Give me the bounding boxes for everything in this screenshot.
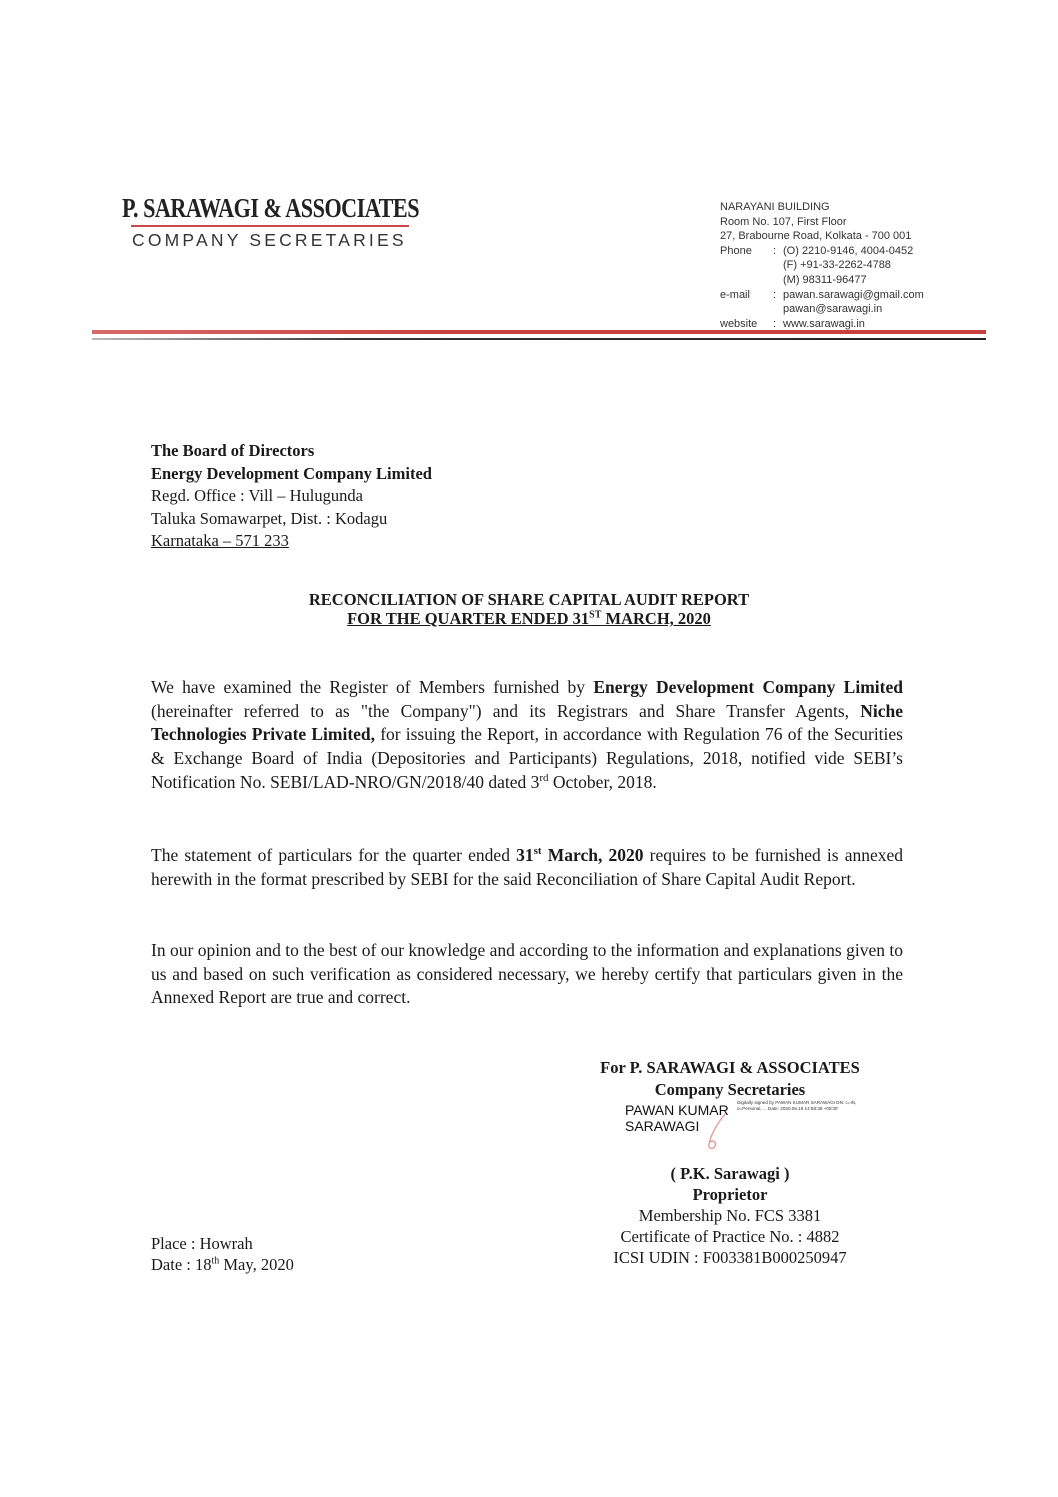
website-url: www.sarawagi.in (783, 317, 865, 330)
body-paragraph-1: We have examined the Register of Members furnished by Energy Development Company Limited (hereinafter referred to as "the Company") and its Registrars and Share Transfer Agents, Niche Technologies Private Limited, for issuing the Report, in accordance with Regulation 76 of the Securities & Exchange Board of India (Depositories and Participants) Regulations, 2018, notified vide SEBI’s Notification No. SEBI/LAD-NRO/GN/2018/40 dated 3rd October, 2018. (151, 677, 903, 792)
report-title-line-2: FOR THE QUARTER ENDED 31ST MARCH, 2020 (347, 609, 711, 628)
certificate-of-practice: Certificate of Practice No. : 4882 (620, 1227, 840, 1246)
place: Place : Howrah (151, 1234, 253, 1253)
membership-number: Membership No. FCS 3381 (638, 1206, 822, 1225)
addressee-office: Regd. Office : Vill – Hulugunda (151, 486, 363, 505)
signature-for-firm: For P. SARAWAGI & ASSOCIATES (600, 1058, 860, 1077)
phone-separator: : (773, 244, 777, 257)
place-date-block (151, 1233, 294, 1275)
letterhead-divider-red (92, 330, 986, 334)
signatory-details (560, 1163, 900, 1268)
firm-name: P. SARAWAGI & ASSOCIATES (122, 193, 420, 223)
phone-label: Phone (720, 244, 752, 257)
website-label: website (720, 317, 758, 330)
signature-scribble-icon (703, 1112, 733, 1152)
report-title (0, 590, 1058, 628)
digital-signature-stamp: Digitally signed by PAWAN KUMAR SARAWAGI DN: c=IN, o=Personal, ... Date: 2020.05.18 14:58:38 +05'30' (737, 1100, 857, 1111)
date: Date : 18th May, 2020 (151, 1255, 294, 1274)
phone-fax: (F) +91-33-2262-4788 (783, 259, 891, 272)
firm-name-underline (131, 225, 409, 227)
email-secondary: pawan@sarawagi.in (783, 303, 883, 316)
digital-signature[interactable] (625, 1102, 855, 1152)
website-separator: : (773, 317, 777, 330)
email-label: e-mail (720, 288, 750, 301)
body-paragraph-2: The statement of particulars for the quarter ended 31st March, 2020 requires to be furnished is annexed herewith in the format prescribed by SEBI for the said Reconciliation of Share Capital Audit Report. (151, 845, 904, 889)
firm-subtitle: COMPANY SECRETARIES (132, 230, 407, 250)
signatory-name: ( P.K. Sarawagi ) (670, 1164, 790, 1183)
phone-mobile: (M) 98311-96477 (783, 273, 867, 286)
address-room: Room No. 107, First Floor (720, 215, 847, 228)
signature-firm-block (560, 1057, 900, 1101)
address-street: 27, Brabourne Road, Kolkata - 700 001 (720, 230, 912, 243)
email-primary: pawan.sarawagi@gmail.com (783, 288, 924, 301)
signature-firm-designation: Company Secretaries (654, 1080, 806, 1099)
letterhead-divider-black (92, 338, 986, 340)
address-building: NARAYANI BUILDING (720, 201, 830, 213)
addressee-district: Taluka Somawarpet, Dist. : Kodagu (151, 508, 388, 528)
report-title-line-1: RECONCILIATION OF SHARE CAPITAL AUDIT REPORT (308, 590, 750, 609)
email-separator: : (773, 288, 777, 301)
addressee-state-pin: Karnataka – 571 233 (151, 531, 289, 550)
phone-office: (O) 2210-9146, 4004-0452 (783, 244, 914, 257)
firm-address-block (720, 200, 924, 331)
addressee-line-1: The Board of Directors (151, 441, 315, 460)
body-paragraph-3: In our opinion and to the best of our knowledge and according to the information and explanations given to us and based on such verification as considered necessary, we hereby certify that particulars given in the Annexed Report are true and correct. (151, 940, 903, 1008)
addressee-block (151, 440, 432, 553)
icsi-udin: ICSI UDIN : F003381B000250947 (613, 1248, 847, 1267)
addressee-company: Energy Development Company Limited (151, 463, 432, 483)
signatory-role: Proprietor (692, 1185, 768, 1204)
digital-signature-name: PAWAN KUMAR SARAWAGI (625, 1102, 729, 1134)
